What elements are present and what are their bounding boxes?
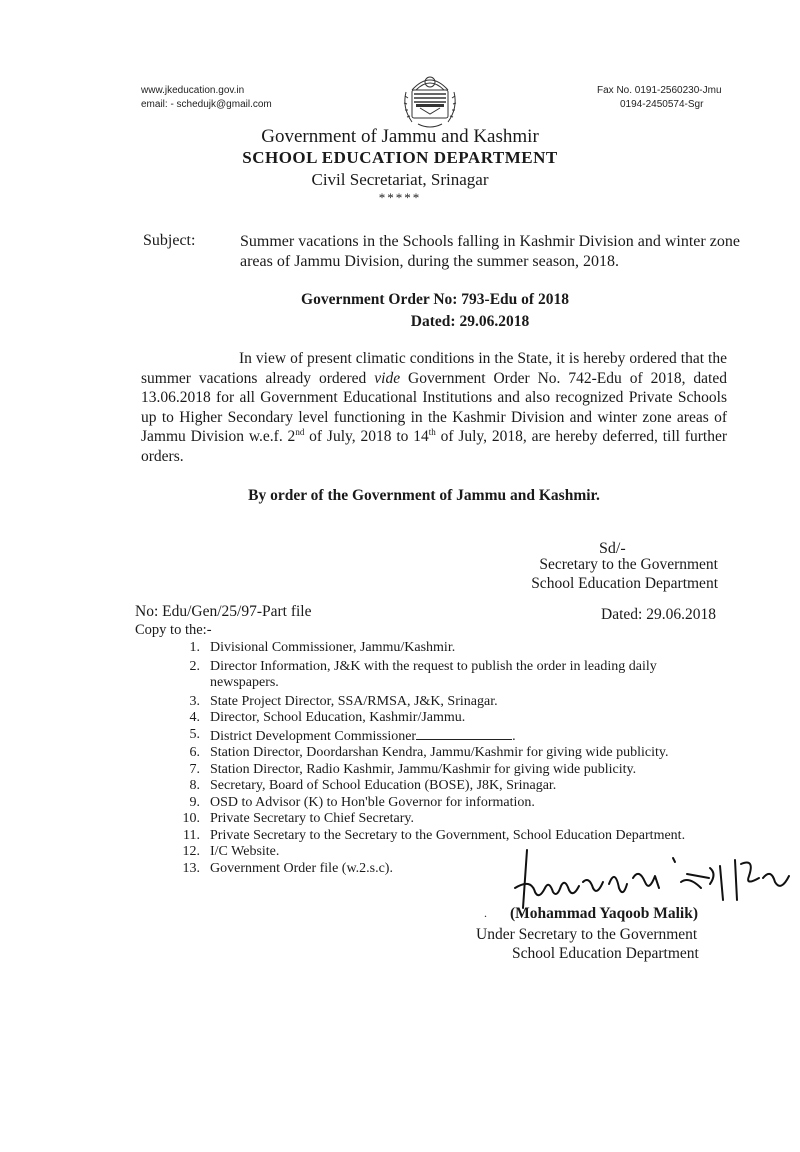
body-part-2: Government Order No. 742-Edu of 2018, dated 13.06.2018 for all Government Educational Institutions and also recognized Private Schools up to Higher Secondary level functioning in the Kashmir Division and winter zone areas of Jammu Division w.e.f. 2 [141,369,727,445]
reference-date: Dated: 29.06.2018 [601,606,716,623]
fax-line-2: 0194-2450574-Sgr [620,99,704,110]
list-item: 3. State Project Director, SSA/RMSA, J&K, Srinagar. [189,693,498,709]
order-number: Government Order No: 793-Edu of 2018 [301,291,569,308]
secretary-title-1: Secretary to the Government [539,556,718,573]
website-text: www.jkeducation.gov.in [141,85,245,96]
list-item: 11. Private Secretary to the Secretary to the Government, School Education Department. [183,827,686,843]
signatory-name: (Mohammad Yaqoob Malik) [510,905,699,922]
signatory-title-2: School Education Department [512,945,699,962]
blank-line [416,727,512,740]
secretary-title-2: School Education Department [531,575,718,592]
list-item: 7. Station Director, Radio Kashmir, Jammu/Kashmir for giving wide publicity. [189,761,637,777]
list-item: 13. Government Order file (w.2.s.c). [182,860,393,876]
body-sup-2: th [428,426,436,437]
fax-line-1: Fax No. 0191-2560230-Jmu [597,85,722,96]
reference-number: No: Edu/Gen/25/97-Part file [135,603,312,620]
subject-label: Subject: [143,232,196,249]
separator-stars: ***** [378,190,422,205]
state-emblem-icon [398,68,462,134]
list-item: 4. Director, School Education, Kashmir/Jammu. [189,710,466,725]
list-item: 12. I/C Website. [182,844,280,859]
body-vide: vide [374,369,401,387]
list-item: 10. Private Secretary to Chief Secretary. [182,811,414,826]
government-title: Government of Jammu and Kashmir [261,126,539,147]
body-sup-1: nd [295,426,305,437]
body-part-1: In view of present climatic conditions in the State, it is hereby ordered that the summer vacations already ordered [141,350,727,387]
list-item: 9. OSD to Advisor (K) to Hon'ble Governor for information. [189,794,535,810]
list-item: 1. Divisional Commissioner, Jammu/Kashmir. [189,640,456,655]
body-part-4: of July, 2018, are hereby deferred, till further orders. [141,428,727,465]
department-title: SCHOOL EDUCATION DEPARTMENT [242,148,558,167]
body-part-3: of July, 2018 to 14 [304,428,429,445]
secretariat-title: Civil Secretariat, Srinagar [311,170,489,189]
signatory-title-1: Under Secretary to the Government [476,926,698,943]
list-item: 5. District Development Commissioner . [189,726,516,744]
order-date: Dated: 29.06.2018 [410,313,530,330]
list-item: 6. Station Director, Doordarshan Kendra, Jammu/Kashmir for giving wide publicity. [189,745,669,760]
copy-list [160,640,720,877]
order-body [141,349,727,466]
copy-to-label: Copy to the:- [135,622,212,638]
signatory-dot: . [484,906,487,920]
sd-mark: Sd/- [599,540,626,557]
list-item: 2. Director Information, J&K with the request to publish the order in leading daily newspapers. [189,658,657,690]
list-item: 8. Secretary, Board of School Education (BOSE), J8K, Srinagar. [189,778,557,793]
email-text: email: - schedujk@gmail.com [141,99,272,110]
by-order-line: By order of the Government of Jammu and Kashmir. [248,487,600,504]
subject-text: Summer vacations in the Schools falling in Kashmir Division and winter zone areas of Jammu Division, during the summer season, 2018. [240,233,740,270]
